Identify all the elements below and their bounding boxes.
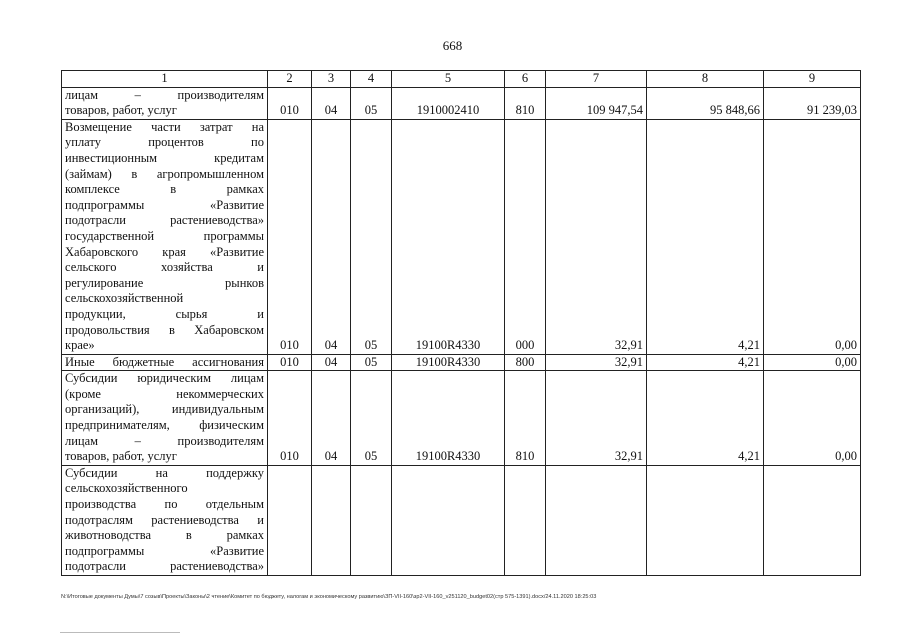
amount-2023-cell: 0,00 [764, 371, 861, 466]
kvsr-cell [268, 465, 312, 575]
amount-2021-cell [546, 465, 647, 575]
item-name-line: товаров, работ, услуг [65, 449, 177, 464]
target-article-cell: 1910002410 [392, 87, 505, 119]
amount-2023-cell: 91 239,03 [764, 87, 861, 119]
expense-type-cell: 000 [505, 119, 546, 354]
item-name-cell [62, 87, 268, 119]
header-col-3: 3 [312, 71, 351, 88]
item-name-line: крае» [65, 338, 95, 353]
target-article-cell: 19100R4330 [392, 119, 505, 354]
item-name-line: животноводства в рамках [65, 528, 264, 543]
expense-type-cell: 810 [505, 371, 546, 466]
item-name-cell [62, 354, 268, 371]
subsection-cell [351, 465, 392, 575]
section-cell: 04 [312, 371, 351, 466]
header-col-4: 4 [351, 71, 392, 88]
table-row [62, 87, 861, 119]
amount-2021-cell: 32,91 [546, 371, 647, 466]
item-name-line: инвестиционным кредитам [65, 150, 264, 165]
item-name-line: лицам – производителям [65, 87, 264, 102]
header-col-7: 7 [546, 71, 647, 88]
item-name-line: государственной программы [65, 228, 264, 243]
item-name-line: регулирование рынков [65, 275, 264, 290]
item-name-line: продукции, сырья и [65, 306, 264, 321]
footer-file-path: N:\Итоговые документы Думы\7 созыв\Проекты\Законы\2 чтение\Комитет по бюджету, налогам и экономическому развитию\ЗП-VII-160\зр2-VII-160_v251120_budget02(стр 575-1391).docx/24.11.2020 18:25:03 [61, 594, 597, 600]
item-name-line: сельского хозяйства и [65, 260, 264, 275]
amount-2022-cell: 95 848,66 [647, 87, 764, 119]
kvsr-cell: 010 [268, 119, 312, 354]
amount-2021-cell: 32,91 [546, 119, 647, 354]
subsection-cell: 05 [351, 119, 392, 354]
item-name-line: подотраслям растениеводства и [65, 512, 264, 527]
amount-2022-cell: 4,21 [647, 119, 764, 354]
section-cell: 04 [312, 119, 351, 354]
item-name-line: Хабаровского края «Развитие [65, 244, 264, 259]
header-col-9: 9 [764, 71, 861, 88]
table-row [62, 354, 861, 371]
item-name-line: (займам) в агропромышленном [65, 166, 264, 181]
amount-2022-cell: 4,21 [647, 371, 764, 466]
header-col-1: 1 [62, 71, 268, 88]
amount-2023-cell: 0,00 [764, 119, 861, 354]
amount-2022-cell: 4,21 [647, 354, 764, 371]
item-name-line: лицам – производителям [65, 433, 264, 448]
section-cell: 04 [312, 87, 351, 119]
subsection-cell: 05 [351, 354, 392, 371]
amount-2022-cell [647, 465, 764, 575]
item-name-line: Возмещение части затрат на [65, 119, 264, 134]
item-name-cell [62, 371, 268, 466]
item-name-line: подотрасли растениеводства» [65, 213, 264, 228]
budget-table [61, 70, 861, 576]
item-name-line: производства по отдельным [65, 497, 264, 512]
item-name-line: сельскохозяйственной [65, 291, 184, 306]
page-number: 668 [442, 38, 463, 53]
section-cell: 04 [312, 354, 351, 371]
item-name-line: организаций), индивидуальным [65, 402, 264, 417]
item-name-cell [62, 119, 268, 354]
item-name-line: Субсидии на поддержку [65, 465, 264, 480]
header-col-8: 8 [647, 71, 764, 88]
amount-2023-cell: 0,00 [764, 354, 861, 371]
kvsr-cell: 010 [268, 371, 312, 466]
scan-artifact [60, 632, 180, 633]
header-col-5: 5 [392, 71, 505, 88]
kvsr-cell: 010 [268, 354, 312, 371]
item-name-line: сельскохозяйственного [65, 481, 188, 496]
item-name-line: подотрасли растениеводства» [65, 559, 264, 574]
table-row [62, 371, 861, 466]
kvsr-cell: 010 [268, 87, 312, 119]
item-name-line: (кроме некоммерческих [65, 386, 264, 401]
item-name-cell [62, 465, 268, 575]
expense-type-cell: 800 [505, 354, 546, 371]
target-article-cell [392, 465, 505, 575]
subsection-cell: 05 [351, 87, 392, 119]
expense-type-cell: 810 [505, 87, 546, 119]
item-name-line: товаров, работ, услуг [65, 103, 177, 118]
table-row [62, 119, 861, 354]
item-name-line: Субсидии юридическим лицам [65, 371, 264, 386]
table-row [62, 465, 861, 575]
section-cell [312, 465, 351, 575]
table-body [62, 87, 861, 575]
amount-2021-cell: 32,91 [546, 354, 647, 371]
target-article-cell: 19100R4330 [392, 371, 505, 466]
item-name-line: предпринимателям, физическим [65, 418, 264, 433]
expense-type-cell [505, 465, 546, 575]
amount-2023-cell [764, 465, 861, 575]
amount-2021-cell: 109 947,54 [546, 87, 647, 119]
item-name-line: уплату процентов по [65, 135, 264, 150]
target-article-cell: 19100R4330 [392, 354, 505, 371]
item-name-line: Иные бюджетные ассигнования [65, 354, 264, 369]
item-name-line: комплексе в рамках [65, 182, 264, 197]
item-name-line: подпрограммы «Развитие [65, 197, 264, 212]
header-row [62, 71, 861, 88]
subsection-cell: 05 [351, 371, 392, 466]
item-name-line: подпрограммы «Развитие [65, 543, 264, 558]
item-name-line: продовольствия в Хабаровском [65, 322, 264, 337]
header-col-6: 6 [505, 71, 546, 88]
header-col-2: 2 [268, 71, 312, 88]
